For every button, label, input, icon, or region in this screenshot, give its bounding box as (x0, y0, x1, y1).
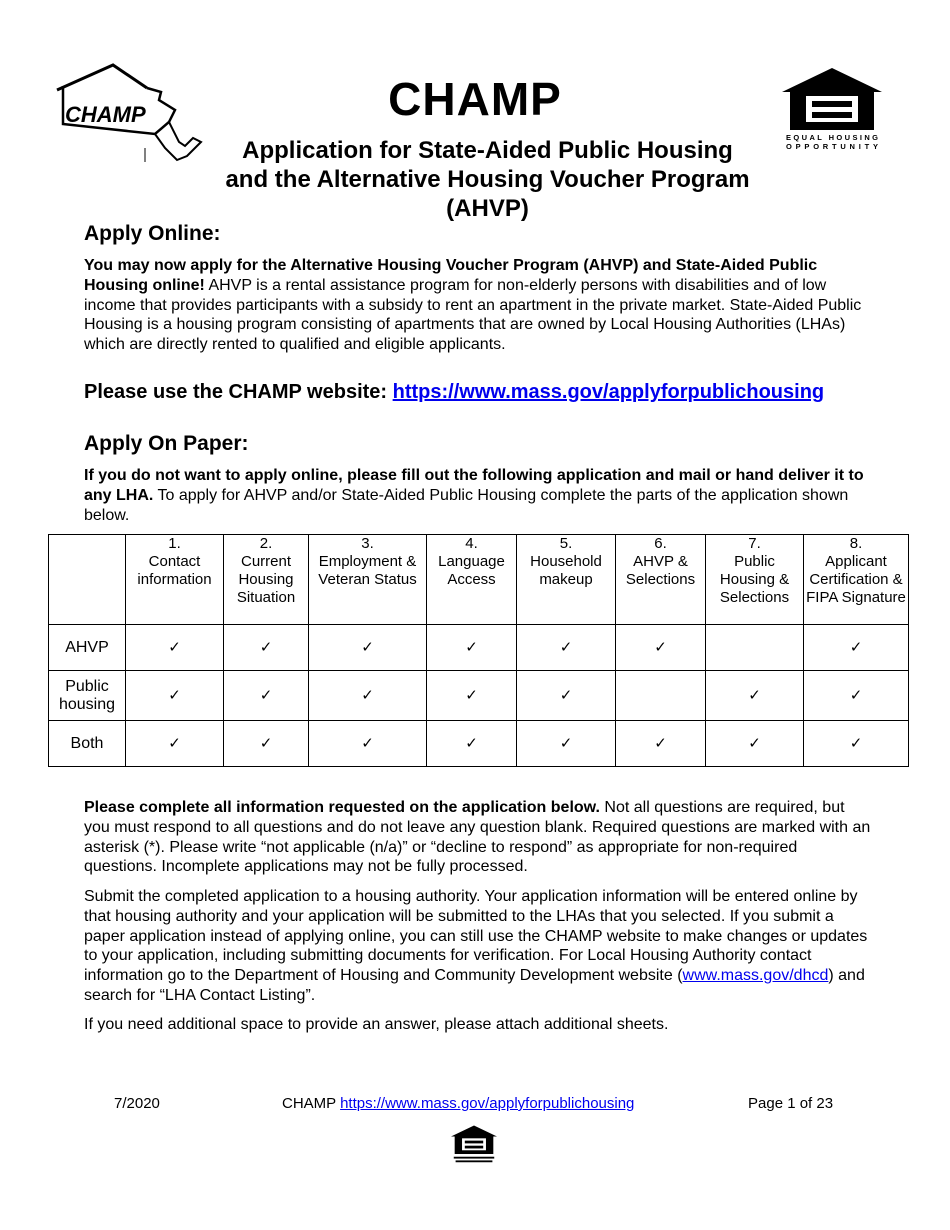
column-header: 8. Applicant Certification & FIPA Signature (804, 535, 909, 625)
website-line (84, 381, 824, 404)
column-header: 6. AHVP & Selections (616, 535, 706, 625)
check-mark: ✓ (616, 625, 706, 671)
footer-page-number: Page 1 of 23 (748, 1095, 834, 1112)
check-mark: ✓ (126, 671, 224, 721)
footer-date: 7/2020 (114, 1095, 160, 1112)
page-subtitle: Application for State-Aided Public Housing and the Alternative Housing Voucher Program (AHVP) (225, 137, 750, 222)
check-mark: ✓ (427, 625, 517, 671)
column-header: 5. Household makeup (517, 535, 616, 625)
apply-online-heading: Apply Online: (84, 222, 221, 245)
page-title: CHAMP (388, 73, 562, 125)
apply-online-body: AHVP is a rental assistance program for non-elderly persons with disabilities and of low income that provides participants with a subsidy to rent an apartment in the private market. State-Aided Public Housing is a housing program consisting of apartments that are owned by Local Housing Authorities (LHAs) which are directly rented to qualified and eligible applicants. (84, 276, 862, 354)
submit-instructions-paragraph (84, 887, 874, 1006)
footer-equal-housing-icon (451, 1125, 497, 1165)
check-mark: ✓ (804, 625, 909, 671)
footer-center (282, 1095, 634, 1112)
champ-website-link[interactable]: https://www.mass.gov/applyforpublichousing (392, 381, 825, 403)
check-mark: ✓ (309, 721, 427, 767)
check-mark: ✓ (616, 721, 706, 767)
check-mark: ✓ (517, 625, 616, 671)
application-parts-table (48, 534, 909, 767)
column-header: 3. Employment & Veteran Status (309, 535, 427, 625)
website-label: Please use the CHAMP website: (84, 381, 393, 403)
check-mark: ✓ (224, 671, 309, 721)
apply-paper-paragraph (84, 466, 874, 525)
check-mark: ✓ (309, 671, 427, 721)
dhcd-website-link[interactable]: www.mass.gov/dhcd (682, 967, 829, 985)
footer-website-link[interactable]: https://www.mass.gov/applyforpublichousing (340, 1095, 635, 1112)
column-header: 7. Public Housing & Selections (706, 535, 804, 625)
column-header: 2. Current Housing Situation (224, 535, 309, 625)
check-mark: ✓ (224, 721, 309, 767)
apply-paper-bold-intro: If you do not want to apply online, please fill out the following application and mail or hand deliver it to any LHA. (84, 467, 864, 504)
footer-champ-label: CHAMP (282, 1095, 341, 1112)
column-header: 4. Language Access (427, 535, 517, 625)
complete-instructions-paragraph (84, 798, 874, 877)
row-label: Public housing (49, 671, 126, 721)
complete-bold-intro: Please complete all information requested on the application below. (84, 799, 600, 816)
row-label: Both (49, 721, 126, 767)
apply-online-paragraph (84, 256, 874, 355)
equal-housing-icon (782, 68, 882, 153)
check-mark: ✓ (126, 721, 224, 767)
check-mark: ✓ (126, 625, 224, 671)
check-mark: ✓ (427, 721, 517, 767)
eho-text-2: OPPORTUNITY (786, 142, 878, 151)
table-row (49, 721, 909, 767)
check-mark: ✓ (706, 721, 804, 767)
check-mark (706, 625, 804, 671)
row-label: AHVP (49, 625, 126, 671)
check-mark: ✓ (309, 625, 427, 671)
table-header-row (49, 535, 909, 625)
column-header: 1. Contact information (126, 535, 224, 625)
check-mark: ✓ (224, 625, 309, 671)
attach-sheets-paragraph: If you need additional space to provide an answer, please attach additional sheets. (84, 1016, 669, 1033)
check-mark: ✓ (804, 671, 909, 721)
apply-online-bold-intro: You may now apply for the Alternative Housing Voucher Program (AHVP) and State-Aided Public Housing online! (84, 257, 818, 294)
check-mark: ✓ (517, 671, 616, 721)
submit-body-1: Submit the completed application to a housing authority. Your application information will be entered online by that housing authority and your application will be submitted to the LHAs that you selected. If you submit a paper application instead of applying online, you can still use the CHAMP website to make changes or updates to your application, including submitting documents for verification. For Local Housing Authority contact information go to the Department of Housing and Community Development website ( (84, 888, 868, 985)
check-mark: ✓ (804, 721, 909, 767)
complete-body: Not all questions are required, but you must respond to all questions and do not leave any question blank. Required questions are marked with an asterisk (*). Please write “not applicable (n/a)” or “decline to respond” as appropriate for non-required questions. Incomplete applications may not be fully processed. (84, 799, 871, 876)
check-mark (616, 671, 706, 721)
logo-text: CHAMP (65, 102, 146, 127)
apply-paper-heading: Apply On Paper: (84, 432, 249, 455)
table-row (49, 625, 909, 671)
check-mark: ✓ (517, 721, 616, 767)
check-mark: ✓ (427, 671, 517, 721)
apply-paper-body: To apply for AHVP and/or State-Aided Public Housing complete the parts of the application shown below. (84, 486, 849, 524)
table-row (49, 671, 909, 721)
table-corner-cell (49, 535, 126, 625)
eho-text-1: EQUAL HOUSING (786, 133, 878, 142)
submit-body-2: ) and search for “LHA Contact Listing”. (84, 967, 865, 1004)
check-mark: ✓ (706, 671, 804, 721)
